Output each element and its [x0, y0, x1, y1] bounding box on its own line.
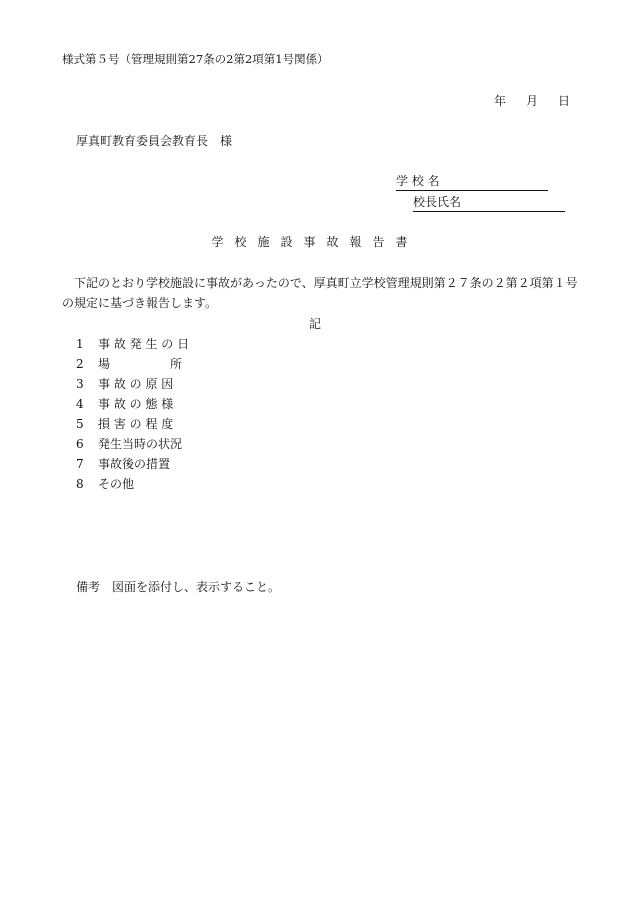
item-label: 事 故 の 原 因 — [98, 377, 174, 391]
list-item — [76, 394, 189, 414]
item-label: 事 故 の 態 様 — [98, 397, 174, 411]
principal-name-label: 校長氏名 — [413, 195, 462, 209]
item-number: 2 — [76, 357, 84, 371]
list-item — [76, 374, 189, 394]
form-number-label: 様式第５号（管理規則第27条の2第2項第1号関係） — [62, 52, 329, 66]
item-label: 発生当時の状況 — [98, 437, 183, 451]
body-text: 下記のとおり学校施設に事故があったので、厚真町立学校管理規則第２７条の２第２項第１号の規定に基づき報告します。 — [62, 276, 578, 310]
school-name-field — [396, 172, 548, 191]
list-item — [76, 474, 189, 494]
item-number: 5 — [76, 417, 84, 431]
date-year-label: 年 — [493, 94, 506, 108]
principal-name-field — [413, 193, 565, 212]
item-label: 事 故 発 生 の 日 — [98, 337, 190, 351]
list-item — [76, 414, 189, 434]
date-month-label: 月 — [525, 94, 538, 108]
item-number: 8 — [76, 477, 84, 491]
document-title: 学校施設事故報告書 — [211, 235, 419, 249]
item-number: 1 — [76, 337, 84, 351]
list-item — [76, 354, 189, 374]
remarks-note: 備考 図面を添付し、表示すること。 — [76, 580, 281, 594]
list-item — [76, 334, 189, 354]
item-label: 損 害 の 程 度 — [98, 417, 174, 431]
item-label: その他 — [98, 477, 135, 491]
item-number: 7 — [76, 457, 84, 471]
item-number: 3 — [76, 377, 84, 391]
date-day-label: 日 — [557, 94, 570, 108]
school-name-label: 学 校 名 — [396, 174, 440, 188]
date-line — [494, 92, 570, 109]
addressee: 厚真町教育委員会教育長 様 — [76, 134, 233, 148]
item-number: 6 — [76, 437, 84, 451]
item-label: 場 所 — [98, 357, 183, 371]
item-number: 4 — [76, 397, 84, 411]
ki-heading: 記 — [308, 317, 321, 331]
item-list — [76, 334, 189, 494]
list-item — [76, 434, 189, 454]
item-label: 事故後の措置 — [98, 457, 171, 471]
list-item — [76, 454, 189, 474]
